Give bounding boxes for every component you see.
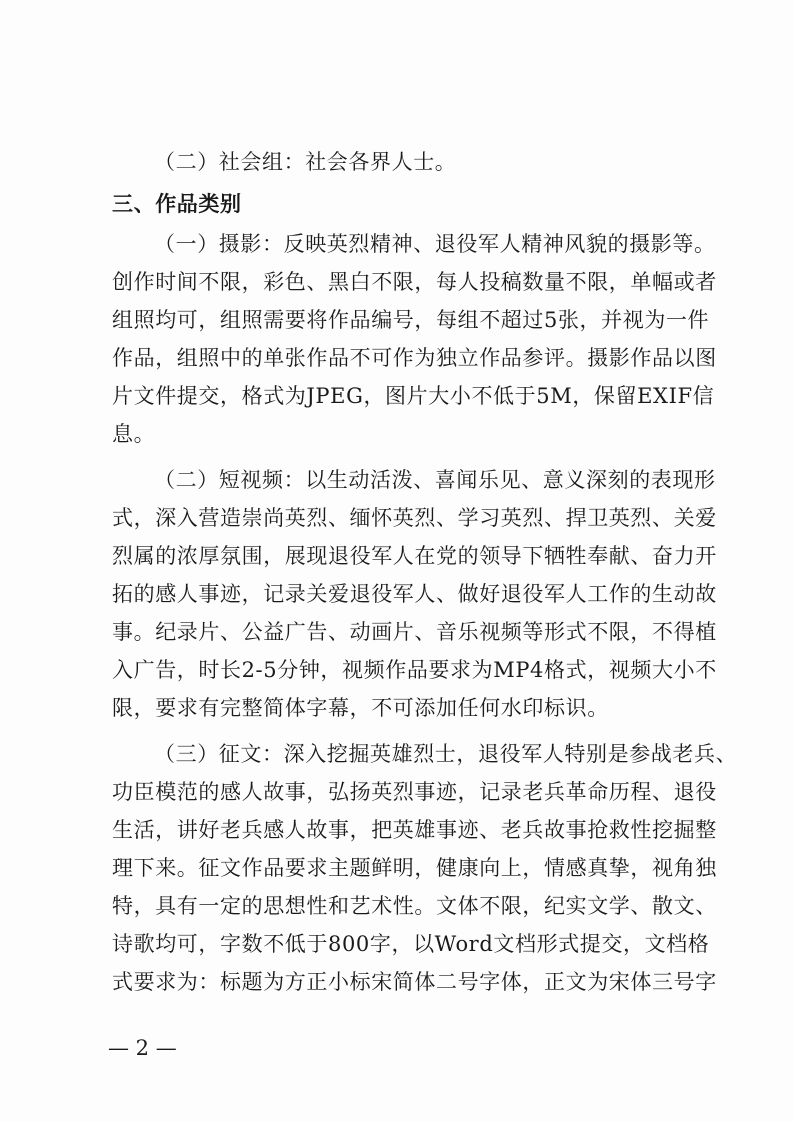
paragraph-essay-line: 特，具有一定的思想性和艺术性。文体不限，纪实文学、散文、 [112, 894, 717, 918]
paragraph-photography-line: 组照均可，组照需要将作品编号，每组不超过5张，并视为一件 [112, 308, 710, 332]
paragraph-short-video-line: 限，要求有完整简体字幕，不可添加任何水印标识。 [112, 696, 609, 720]
paragraph-photography-line: 息。 [112, 422, 156, 446]
page-number: — 2 — [108, 1036, 177, 1060]
paragraph-short-video-line: 入广告，时长2-5分钟，视频作品要求为MP4格式，视频大小不 [112, 658, 717, 682]
paragraph-short-video-line: （二）短视频：以生动活泼、喜闻乐见、意义深刻的表现形 [154, 468, 716, 492]
paragraph-essay-line: 功臣模范的感人故事，弘扬英烈事迹，记录老兵革命历程、退役 [112, 780, 717, 804]
paragraph-short-video-line: 烈属的浓厚氛围，展现退役军人在党的领导下牺牲奉献、奋力开 [112, 544, 717, 568]
paragraph-essay-line: 诗歌均可，字数不低于800字，以Word文档形式提交，文档格 [112, 932, 710, 956]
heading-work-categories: 三、作品类别 [112, 192, 242, 216]
paragraph-photography-line: （一）摄影：反映英烈精神、退役军人精神风貌的摄影等。 [154, 232, 716, 256]
paragraph-essay-line: （三）征文：深入挖掘英雄烈士，退役军人特别是参战老兵、 [154, 742, 738, 766]
paragraph-short-video-line: 拓的感人事迹，记录关爱退役军人、做好退役军人工作的生动故 [112, 582, 717, 606]
paragraph-essay-line: 生活，讲好老兵感人故事，把英雄事迹、老兵故事抢救性挖掘整 [112, 818, 717, 842]
paragraph-essay-line: 理下来。征文作品要求主题鲜明，健康向上，情感真挚，视角独 [112, 856, 717, 880]
paragraph-essay-line: 式要求为：标题为方正小标宋简体二号字体，正文为宋体三号字 [112, 970, 717, 994]
section-social-group: （二）社会组：社会各界人士。 [154, 150, 457, 174]
paragraph-short-video-line: 事。纪录片、公益广告、动画片、音乐视频等形式不限，不得植 [112, 620, 717, 644]
paragraph-photography-line: 片文件提交，格式为JPEG，图片大小不低于5M，保留EXIF信 [112, 384, 715, 408]
paragraph-photography-line: 作品，组照中的单张作品不可作为独立作品参评。摄影作品以图 [112, 346, 717, 370]
paragraph-short-video-line: 式，深入营造崇尚英烈、缅怀英烈、学习英烈、捍卫英烈、关爱 [112, 506, 717, 530]
paragraph-photography-line: 创作时间不限，彩色、黑白不限，每人投稿数量不限，单幅或者 [112, 270, 717, 294]
